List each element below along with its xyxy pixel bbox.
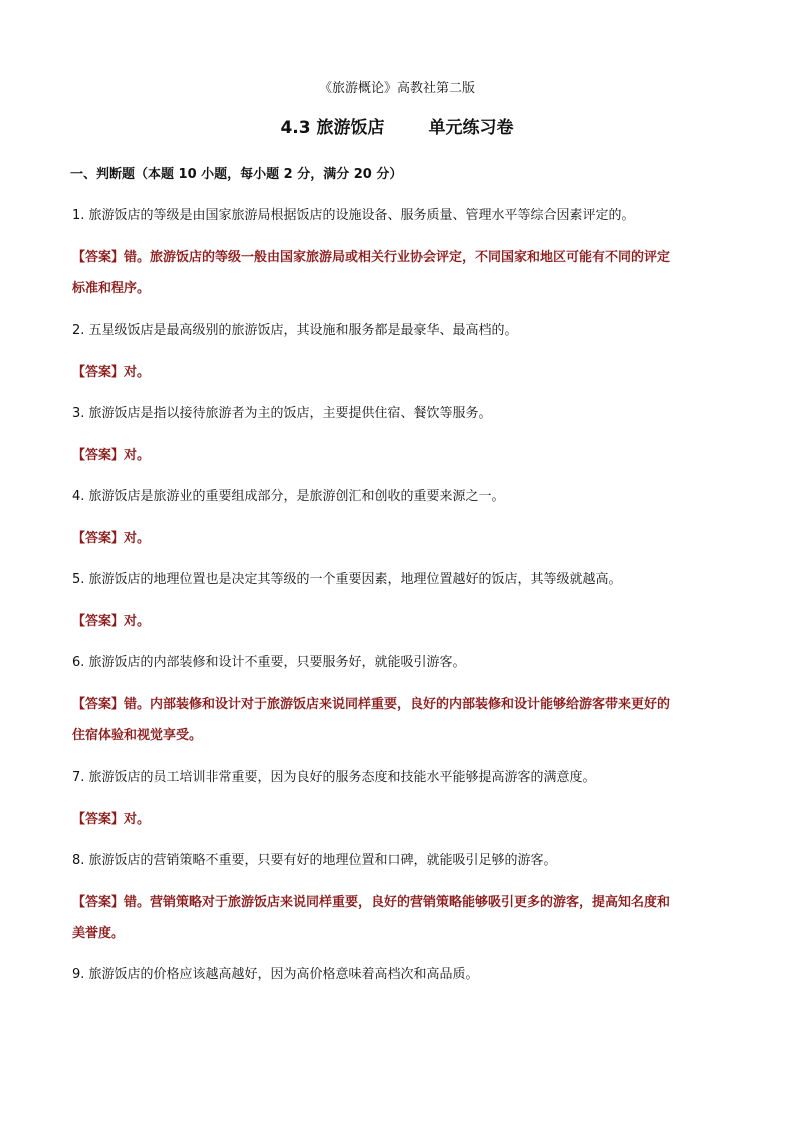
answer-1-line-2: 标准和程序。	[72, 281, 151, 296]
section-heading: 一、判断题（本题 10 小题，每小题 2 分，满分 20 分）	[70, 167, 403, 182]
question-7: 7. 旅游饭店的员工培训非常重要，因为良好的服务态度和技能水平能够提高游客的满意度。	[72, 770, 596, 785]
question-5: 5. 旅游饭店的地理位置也是决定其等级的一个重要因素，地理位置越好的饭店，其等级就越高。	[72, 572, 622, 587]
question-6: 6. 旅游饭店的内部装修和设计不重要，只要服务好，就能吸引游客。	[72, 655, 466, 670]
answer-4: 【答案】对。	[72, 531, 151, 546]
answer-7: 【答案】对。	[72, 812, 151, 827]
title-sub: 单元练习卷	[428, 118, 514, 138]
answer-6-line-1: 【答案】错。内部装修和设计对于旅游饭店来说同样重要，良好的内部装修和设计能够给游客带来更好的	[72, 697, 671, 712]
title-main: 4.3 旅游饭店	[280, 118, 385, 138]
question-4: 4. 旅游饭店是旅游业的重要组成部分，是旅游创汇和创收的重要来源之一。	[72, 489, 505, 504]
question-8: 8. 旅游饭店的营销策略不重要，只要有好的地理位置和口碑，就能吸引足够的游客。	[72, 853, 557, 868]
answer-8-line-1: 【答案】错。营销策略对于旅游饭店来说同样重要，良好的营销策略能够吸引更多的游客，提高知名度和	[72, 895, 671, 910]
answer-2: 【答案】对。	[72, 365, 151, 380]
answer-6-line-2: 住宿体验和视觉享受。	[72, 728, 203, 743]
answer-3: 【答案】对。	[72, 448, 151, 463]
answer-1-line-1: 【答案】错。旅游饭店的等级一般由国家旅游局或相关行业协会评定，不同国家和地区可能有不同的评定	[72, 250, 671, 265]
answer-8-line-2: 美誉度。	[72, 926, 125, 941]
document-subtitle: 《旅游概论》高教社第二版	[318, 81, 475, 96]
question-2: 2. 五星级饭店是最高级别的旅游饭店，其设施和服务都是最豪华、最高档的。	[72, 323, 518, 338]
question-9: 9. 旅游饭店的价格应该越高越好，因为高价格意味着高档次和高品质。	[72, 967, 479, 982]
question-1: 1. 旅游饭店的等级是由国家旅游局根据饭店的设施设备、服务质量、管理水平等综合因素评定的。	[72, 208, 635, 223]
question-3: 3. 旅游饭店是指以接待旅游者为主的饭店，主要提供住宿、餐饮等服务。	[72, 406, 492, 421]
answer-5: 【答案】对。	[72, 614, 151, 629]
document-title	[0, 116, 794, 140]
